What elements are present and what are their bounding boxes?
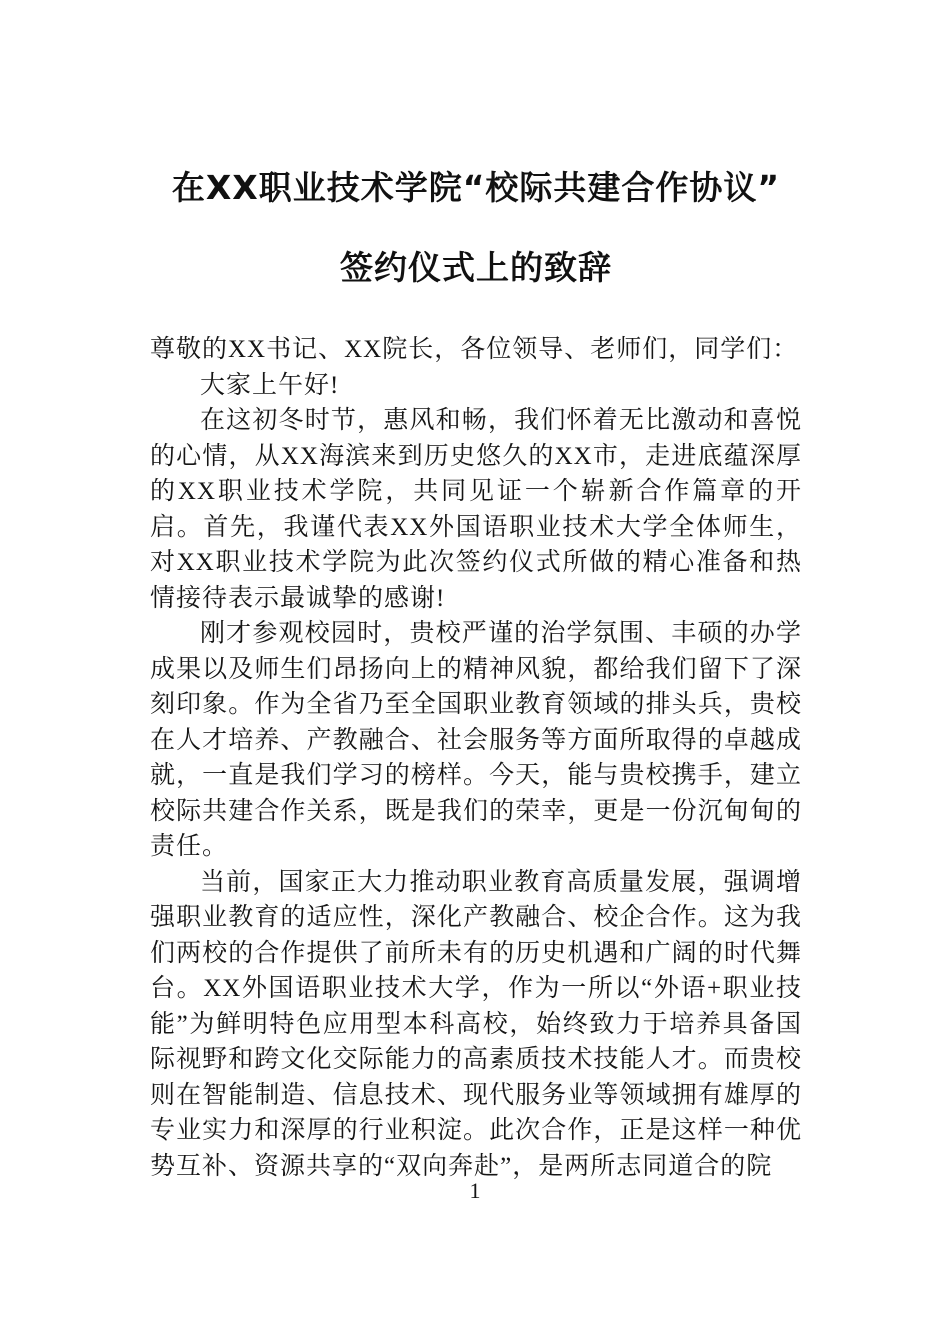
paragraph-greeting: 大家上午好! — [200, 371, 340, 399]
paragraph-cooperation-context: 当前，国家正大力推动职业教育高质量发展，强调增强职业教育的适应性，深化产教融合、校企合作。这为我们两校的合作提供了前所未有的历史机遇和广阔的时代舞台。XX外国语职业技术大学，作为一所以“外语+职业技能”为鲜明特色应用型本科高校，始终致力于培养具备国际视野和跨文化交际能力的高素质技术技能人才。而贵校则在智能制造、信息技术、现代服务业等领域拥有雄厚的专业实力和深厚的行业积淀。此次合作，正是这样一种优势互补、资源共享的“双向奔赴”，是两所志同道合的院 — [150, 868, 802, 1180]
title-line-1: 在XX职业技术学院“校际共建合作协议” — [171, 168, 781, 207]
paragraph-campus-impression: 刚才参观校园时，贵校严谨的治学氛围、丰硕的办学成果以及师生们昂扬向上的精神风貌，都给我们留下了深刻印象。作为全省乃至全国职业教育领域的排头兵，贵校在人才培养、产教融合、社会服务等方面所取得的卓越成就，一直是我们学习的榜样。今天，能与贵校携手，建立校际共建合作关系，既是我们的荣幸，更是一份沉甸甸的责任。 — [150, 620, 802, 860]
title-line-2: 签约仪式上的致辞 — [340, 248, 612, 287]
document-title — [150, 148, 802, 308]
document-body — [150, 332, 802, 1184]
paragraph-salutation: 尊敬的XX书记、XX院长，各位领导、老师们，同学们： — [150, 336, 799, 363]
page-number: 1 — [469, 1178, 481, 1203]
paragraph-opening-thanks: 在这初冬时节，惠风和畅，我们怀着无比激动和喜悦的心情，从XX海滨来到历史悠久的XX市，走进底蕴深厚的XX职业技术学院，共同见证一个崭新合作篇章的开启。首先，我谨代表XX外国语职业技术大学全体师生，对XX职业技术学院为此次签约仪式所做的精心准备和热情接待表示最诚挚的感谢! — [150, 407, 802, 612]
